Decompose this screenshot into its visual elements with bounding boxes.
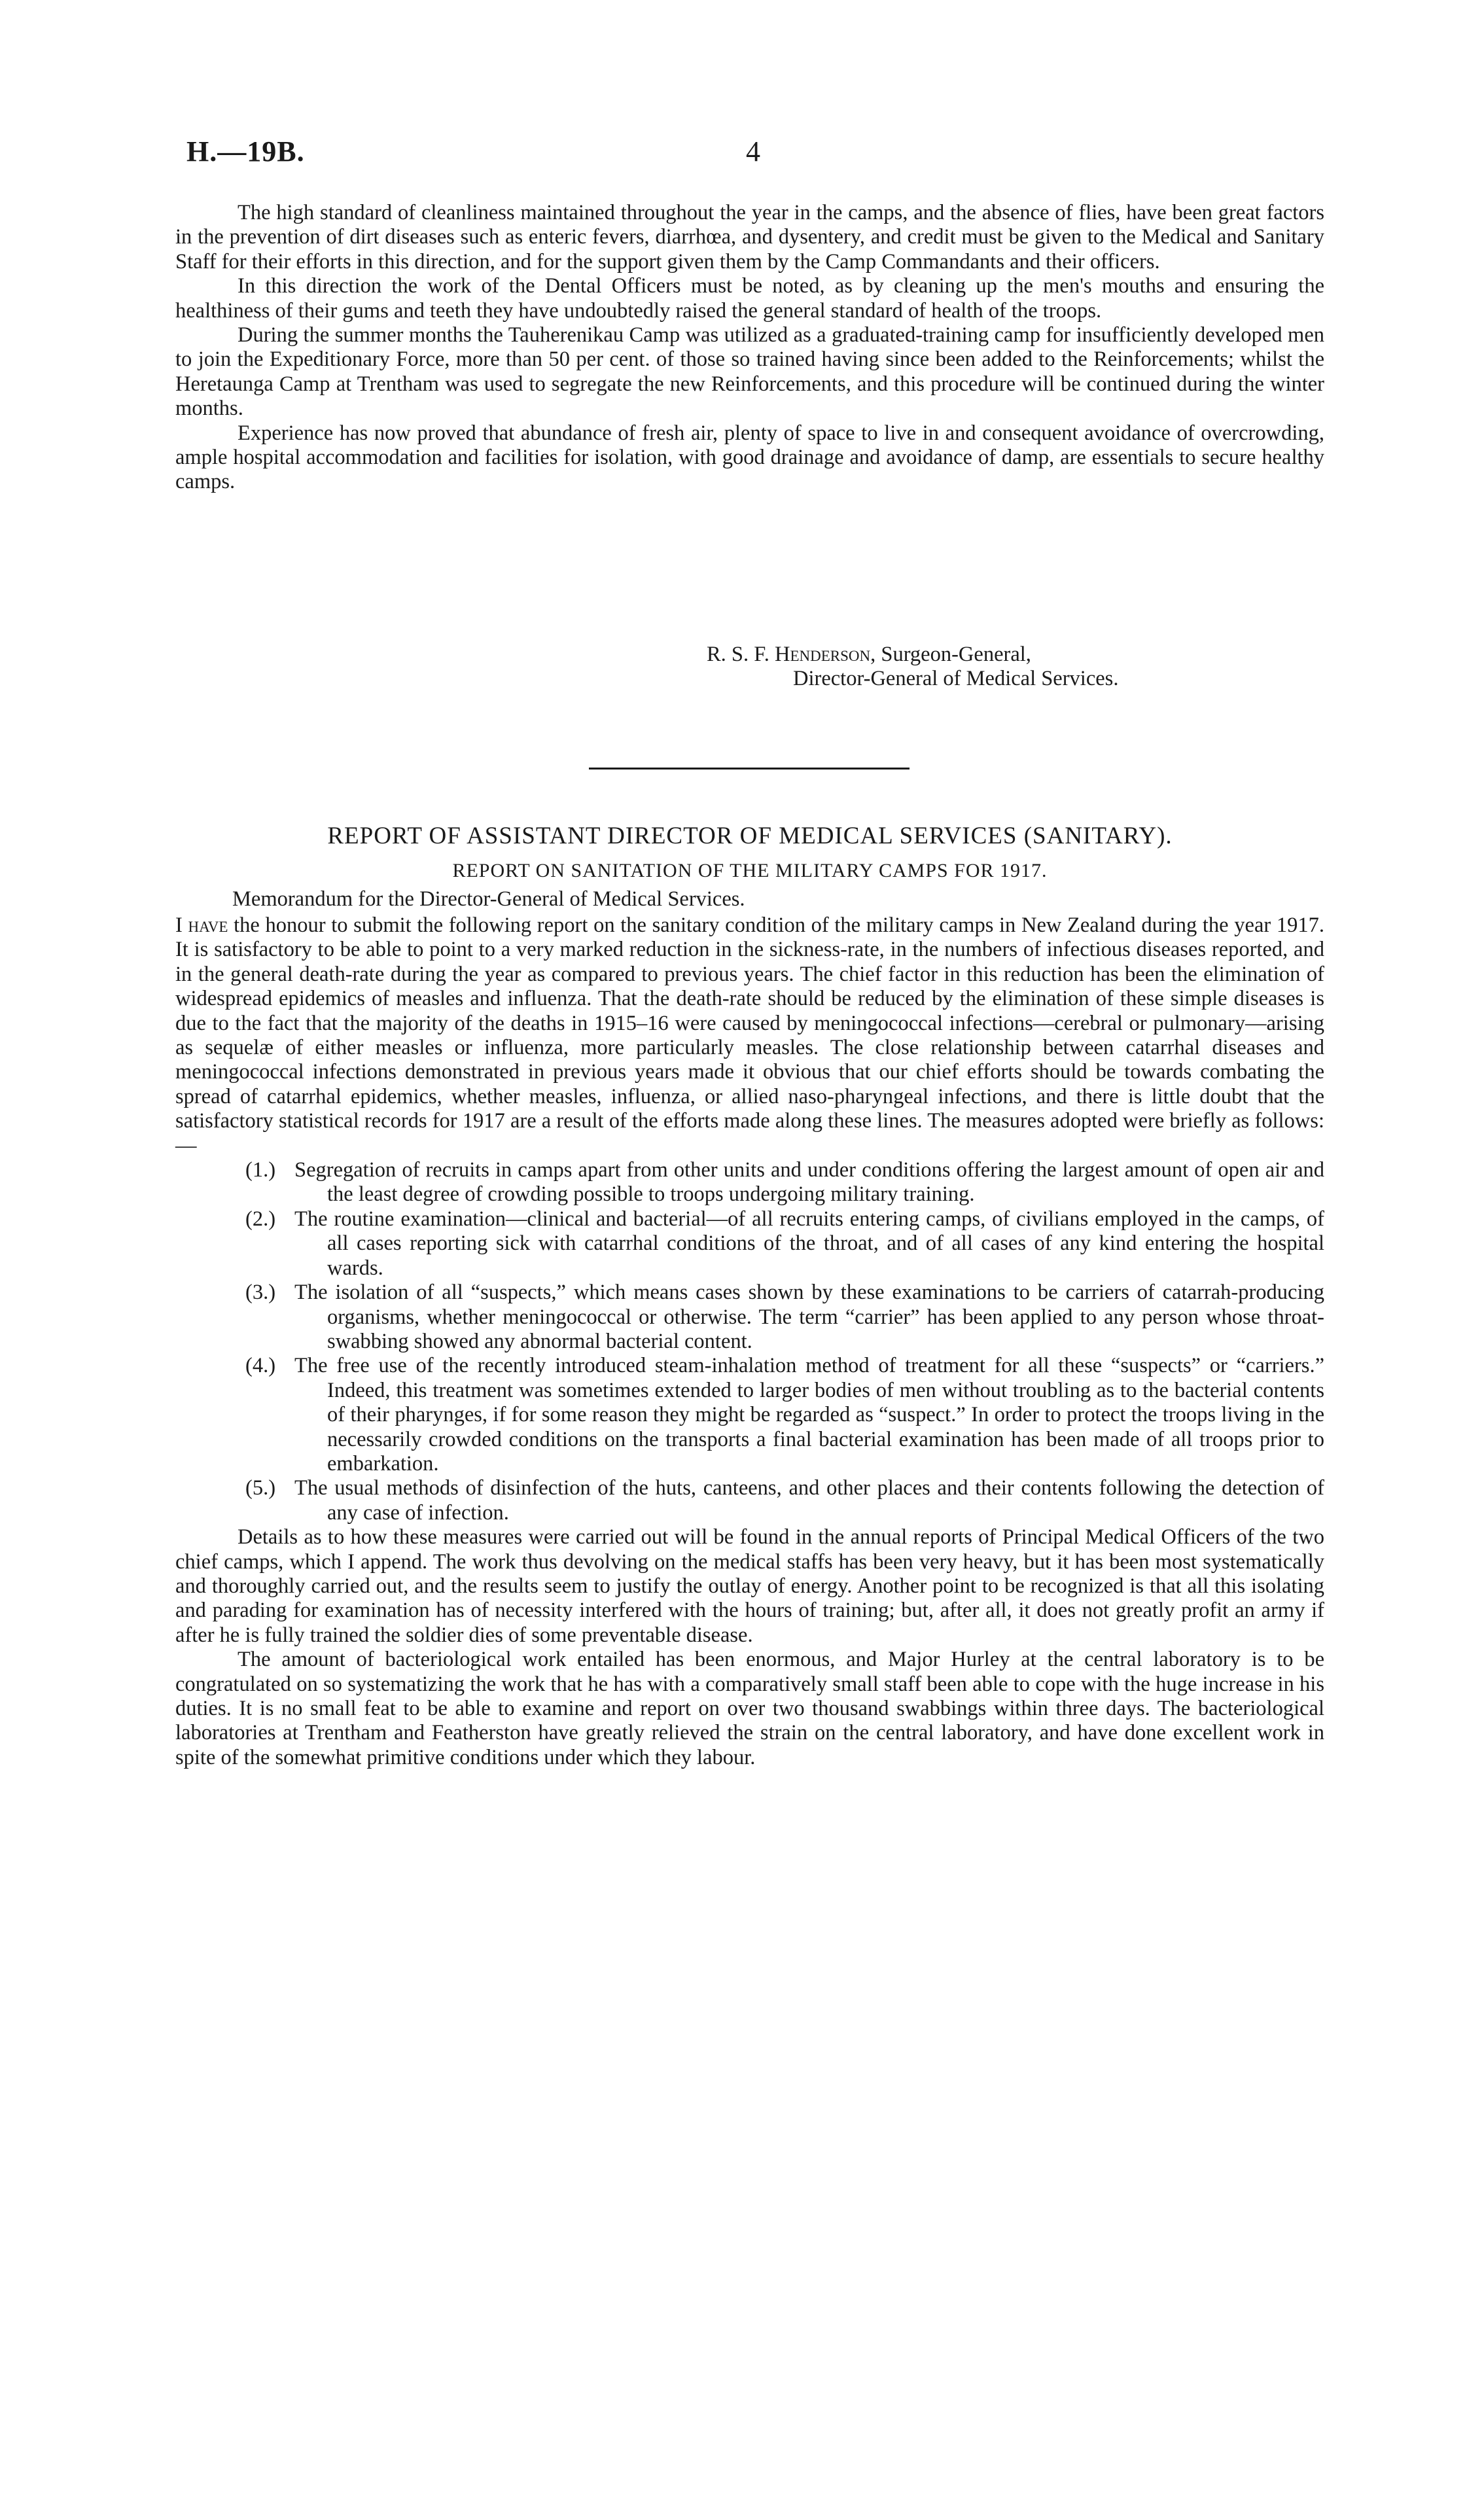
paragraph-bacteriological-work: The amount of bacteriological work entailed has been enormous, and Major Hurley at the central laboratory is to be congratulated on so systematizing the work that he has with a comparatively small staff been able to cope with the huge increase in his duties. It is no small feat to be able to examine and report on over two thousand swabbings within three days. The bacteriological laboratories at Trentham and Featherston have greatly relieved the strain on the central laboratory, and have done excellent work in spite of the somewhat primitive conditions under which they labour. [175,1648,1324,1769]
list-item [175,1158,1324,1207]
signatory-rank: Surgeon-General, [881,643,1031,666]
memorandum-line: Memorandum for the Director-General of Medical Services. [232,887,745,911]
signatory-title: Director-General of Medical Services. [793,667,1119,691]
measures-list [175,1158,1324,1525]
document-reference: H.—19B. [186,135,305,168]
item-text: Segregation of recruits in camps apart from other units and under conditions offering the largest amount of open air and the least degree of crowding possible to troops undergoing military training. [294,1158,1324,1207]
item-number: (3.) [245,1281,276,1305]
signatory-name: R. S. F. Henderson, [707,643,876,666]
report-subtitle: REPORT ON SANITATION OF THE MILITARY CAMPS FOR 1917. [452,860,1048,881]
page-header [186,135,775,174]
item-text: The free use of the recently introduced steam-inhalation method of treatment for all these “suspects” or “carriers.” Indeed, this treatment was sometimes extended to larger bodies of men without troubling as to the bacterial contents of their pharynges, if for some reason they might be regarded as “suspect.” In order to protect the troops living in the necessarily crowded conditions on the transports a final bacterial examination has been made of all troops prior to embarkation. [294,1354,1324,1476]
paragraph-training-camps: During the summer months the Tauherenikau Camp was utilized as a graduated-training camp for insufficiently developed men to join the Expeditionary Force, more than 50 per cent. of those so trained having since been added to the Reinforcements; whilst the Heretaunga Camp at Trentham was used to segregate the new Reinforcements, and this procedure will be continued during the winter months. [175,323,1324,421]
item-number: (5.) [245,1476,276,1500]
item-number: (2.) [245,1207,276,1231]
item-text: The routine examination—clinical and bacterial—of all recruits entering camps, of civilians employed in the camps, of all cases reporting sick with catarrhal conditions of the throat, and of all cases of any kind entering the hospital wards. [294,1207,1324,1280]
report-title: REPORT OF ASSISTANT DIRECTOR OF MEDICAL SERVICES (SANITARY). [327,823,1173,849]
page-number: 4 [746,135,761,168]
list-item [175,1354,1324,1476]
paragraph-cleanliness: The high standard of cleanliness maintained throughout the year in the camps, and the absence of flies, have been great factors in the prevention of dirt diseases such as enteric fevers, diarrhœa, and dysentery, and credit must be given to the Medical and Sanitary Staff for their efforts in this direction, and for the support given them by the Camp Commandants and their officers. [175,201,1324,274]
signature-block [707,643,1328,692]
paragraph-experience: Experience has now proved that abundance of fresh air, plenty of space to live in and consequent avoidance of overcrowding, ample hospital accommodation and facilities for isolation, with good drainage and avoidance of damp, are essentials to secure healthy camps. [175,421,1324,494]
list-item [175,1207,1324,1281]
report-body [175,913,1324,1770]
intro-text: the honour to submit the following report on the sanitary condition of the military camps in New Zealand during the year 1917. It is satisfactory to be able to point to a very marked reduction in the sickness-rate, in the numbers of infectious diseases reported, and in the general death-rate during the year as compared to previous years. The chief factor in this reduction has been the elimination of widespread epidemics of measles and influenza. That the death-rate should be reduced by the elimination of these simple diseases is due to the fact that the majority of the deaths in 1915–16 were caused by meningococcal infections—cerebral or pulmonary—arising as sequelæ of either measles or influenza, more particularly measles. The close relationship between catarrhal diseases and meningococcal infections demonstrated in previous years made it obvious that our chief efforts should be towards combating the spread of catarrhal epidemics, whether measles, influenza, or allied naso-pharyngeal infections, and there is little doubt that the satisfactory statistical records for 1917 are a result of the efforts made along these lines. The measures adopted were briefly as follows:— [175,913,1324,1158]
item-text: The isolation of all “suspects,” which means cases shown by these examinations to be carriers of catarrah-producing organisms, whether meningococcal or otherwise. The term “carrier” has been applied to any person whose throat-swabbing showed any abnormal bacterial content. [294,1281,1324,1353]
report-intro [175,913,1324,1158]
section-divider [589,768,910,770]
top-section [175,201,1324,495]
item-text: The usual methods of disinfection of the huts, canteens, and other places and their contents following the detection of any case of infection. [294,1476,1324,1525]
paragraph-dental-officers: In this direction the work of the Dental Officers must be noted, as by cleaning up the men's mouths and ensuring the healthiness of their gums and teeth they have undoubtedly raised the general standard of health of the troops. [175,274,1324,323]
item-number: (1.) [245,1158,276,1182]
list-item [175,1281,1324,1354]
list-item [175,1476,1324,1525]
paragraph-details: Details as to how these measures were carried out will be found in the annual reports of Principal Medical Officers of the two chief camps, which I append. The work thus devolving on the medical staffs has been very heavy, but it has been most systematically and thoroughly carried out, and the results seem to justify the outlay of energy. Another point to be recognized is that all this isolating and parading for examination has of necessity interfered with the hours of training; but, after all, it does not greatly profit an army if after he is fully trained the soldier dies of some preventable disease. [175,1525,1324,1647]
intro-lead: I have [175,913,228,937]
item-number: (4.) [245,1354,276,1378]
